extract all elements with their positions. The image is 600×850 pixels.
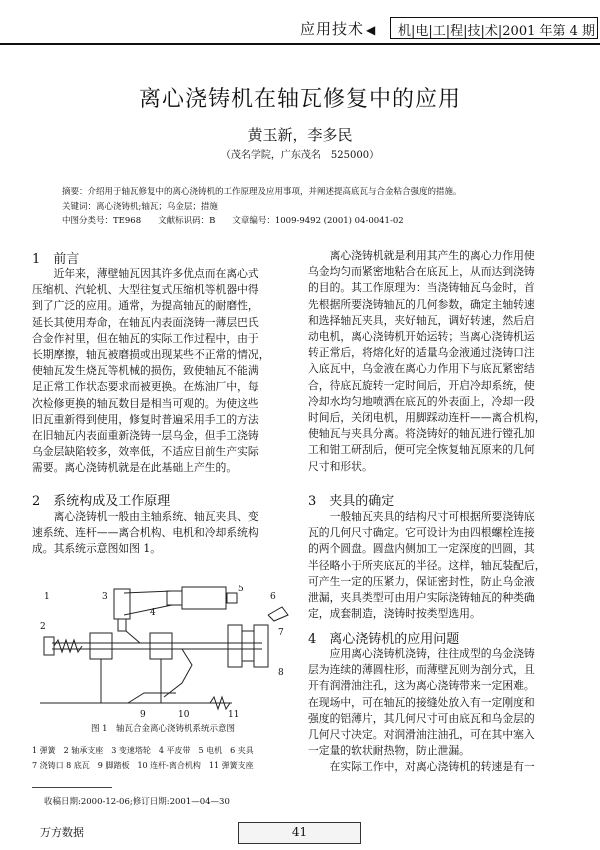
text-line: 开有润滑油注孔，这为离心浇铸带来一定困难。 [308,679,535,693]
figure-1-caption: 图 1 轴瓦合金离心浇铸机系统示意图 [90,724,236,734]
figure-legend-line-2: 7 浇铸口 8 底瓦 9 脚踏板 10 连杆-离合机构 11 弹簧支座 [32,761,254,770]
text-line: 几何尺寸决定。对润滑油注油孔，可在其中塞入 [308,728,535,742]
triangle-left-icon: ◀ [366,23,377,37]
callout-8: 8 [278,668,284,678]
motor-shape [182,587,226,609]
section-2-body [32,509,290,558]
header-section-label: 应用技术 [300,20,365,38]
article-title: 离心浇铸机在轴瓦修复中的应用 [138,87,461,112]
text-line: 冷却水均匀地喷洒在底瓦的外表面上，冷却一段 [308,394,535,408]
text-line: 一定量的软状耐热物，防止泄漏。 [308,744,470,758]
figure-legend-line-1: 1 弹簧 2 轴承支座 3 变速塔轮 4 平皮带 5 电机 6 夹具 [32,746,254,755]
text-line: 泄漏，夹具类型可由用户实际浇铸轴瓦的种类确 [308,591,535,605]
section-2-title: 2 系统构成及工作原理 [32,494,171,509]
figure-1-diagram [32,585,294,727]
callout-7: 7 [278,628,284,638]
publisher-mark: 万方数据 [40,826,84,839]
text-line: 到了广泛的应用。通常，为提高轴瓦的耐磨性， [32,299,259,313]
text-line: 离心浇铸机就是利用其产生的离心力作用使 [308,249,535,262]
text-line: 尺寸和形状。 [308,459,373,473]
section-1-body [32,266,290,477]
text-line: 在旧轴瓦内表面重新浇铸一层乌金，但手工浇铸 [32,429,259,443]
text-line: 合金作衬里，但在轴瓦的实际工作过程中，由于 [32,331,259,345]
text-line: 动电机，离心浇铸机开始运转；当离心浇铸机运 [308,330,535,344]
text-line: 转正常后，将熔化好的适量乌金液通过浇铸口注 [308,346,535,360]
text-line: 合，待底瓦旋转一定时间后，开启冷却系统，使 [308,378,535,392]
article-authors: 黄玉新，李多民 [247,126,353,144]
right-intro-body [308,248,570,475]
callout-2: 2 [40,622,46,632]
text-line: 先根据所要浇铸轴瓦的几何参数，确定主轴转速 [308,297,535,311]
spring-shape [54,640,82,652]
text-line: 入底瓦中，乌金液在离心力作用下与底瓦紧密结 [308,362,535,376]
text-line: 乌金层缺陷较多，效率低，不适应目前生产实际 [32,445,259,459]
fixture-disc-2 [254,625,268,667]
text-line: 成。其系统示意图如图 1。 [32,542,162,556]
text-line: 长期摩擦，轴瓦被磨损或出现某些不正常的情况， [32,348,270,362]
text-line: 需要。离心浇铸机就是在此基础上产生的。 [32,461,238,475]
text-line: 一般轴瓦夹具的结构尺寸可根据所要浇铸底 [308,510,535,523]
text-line: 的目的。其工作原理为：当浇铸轴瓦乌金时，首 [308,281,535,295]
callout-10: 10 [178,710,190,720]
callout-3: 3 [102,592,108,602]
article-keywords: 关键词：离心浇铸机;轴瓦；乌金层；措施 [62,202,218,212]
text-line: 在实际工作中，对离心浇铸机的转速是有一 [308,760,535,774]
callout-1: 1 [44,592,50,602]
text-line: 强度的铝薄片，其几何尺寸可由底瓦和乌金层的 [308,711,535,725]
text-line: 旧瓦重新得到使用，修复时普遍采用手工的方法 [32,412,259,426]
callout-5: 5 [238,585,244,594]
section-3-body [308,509,570,622]
text-line: 压缩机、汽轮机、大型往复式压缩机等机器中得 [32,283,259,297]
text-line: 时间后，关闭电机，用脚踩动连杆——离合机构， [308,411,546,425]
text-line: 延长其使用寿命，在轴瓦内表面浇铸一薄层巴氏 [32,315,259,329]
text-line: 层为连续的薄圆柱形，而薄壁瓦则为剖分式，且 [308,663,535,677]
text-line: 速系统、连杆——离合机构、电机和冷却系统构 [32,526,259,540]
text-line: 足正常工作状态要求而被更换。在炼油厂中，每 [32,380,259,394]
article-abstract: 摘要：介绍用于轴瓦修复中的离心浇铸机的工作原理及应用事项，并阐述提高底瓦与合金粘合强度的措施。 [62,187,462,197]
footnote-rule [32,787,112,788]
section-1-title: 1 前言 [32,252,80,267]
text-line: 半径略小于所夹底瓦的半径。这样，轴瓦装配后， [308,558,546,572]
received-date: 收稿日期:2000-12-06;修订日期:2001—04—30 [44,797,230,807]
fixture-disc-1 [228,625,242,667]
header-section [300,18,376,39]
text-line: 在现场中，可在轴瓦的接缝处放入有一定刚度和 [308,695,535,709]
text-line: 可产生一定的压紧力，保证密封性，防止乌金液 [308,574,535,588]
section-3-title: 3 夹具的确定 [308,494,395,509]
bearing-support-2 [150,633,172,659]
callout-11: 11 [228,710,240,720]
text-line: 和选择轴瓦夹具，夹好轴瓦，调好转速，然后启 [308,313,535,327]
text-line: 使轴瓦发生烧瓦等机械的损伤，致使轴瓦不能满 [32,364,259,378]
text-line: 工和钳工研刮后，便可完全恢复轴瓦原来的几何 [308,443,535,457]
header-rule [0,43,600,45]
motor-pulley [167,591,182,605]
linkage-shape [164,649,192,697]
text-line: 次检修更换的轴瓦数目是相当可观的。为使这些 [32,396,259,410]
text-line: 乌金均匀而紧密地粘合在底瓦上，从而达到浇铸 [308,265,535,279]
pedal-shape [128,693,176,703]
text-line: 近年来，薄壁轴瓦因其许多优点而在离心式 [32,267,259,280]
text-line: 使轴瓦与夹具分离。将浇铸好的轴瓦进行镗孔加 [308,427,535,441]
callout-9: 9 [140,710,146,720]
bearing-support-1 [90,633,112,659]
journal-name: 机|电|工|程|技|术|2001 年第 4 期 [398,24,596,39]
page-number: 41 [291,825,308,839]
callout-6: 6 [270,592,276,602]
article-affiliation: （茂名学院，广东茂名 525000） [220,150,380,161]
pour-spout-shape [268,607,288,621]
text-line: 瓦的几何尺寸确定。它可设计为由四根螺栓连接 [308,526,535,540]
text-line: 应用离心浇铸机浇铸，往往成型的乌金浇铸 [308,647,535,660]
section-4-body [308,646,570,776]
text-line: 的两个圆盘。圆盘内侧加工一定深度的凹圆，其 [308,542,535,556]
section-4-title: 4 离心浇铸机的应用问题 [308,632,460,647]
text-line: 离心浇铸机一般由主轴系统、轴瓦夹具、变 [32,510,259,523]
text-line: 定，成套制造，浇铸时按类型选用。 [308,607,481,621]
article-classification: 中图分类号：TE968 文献标识码：B 文章编号：1009-9492 (2001) 04-0041-02 [62,216,404,226]
callout-4: 4 [150,608,156,618]
